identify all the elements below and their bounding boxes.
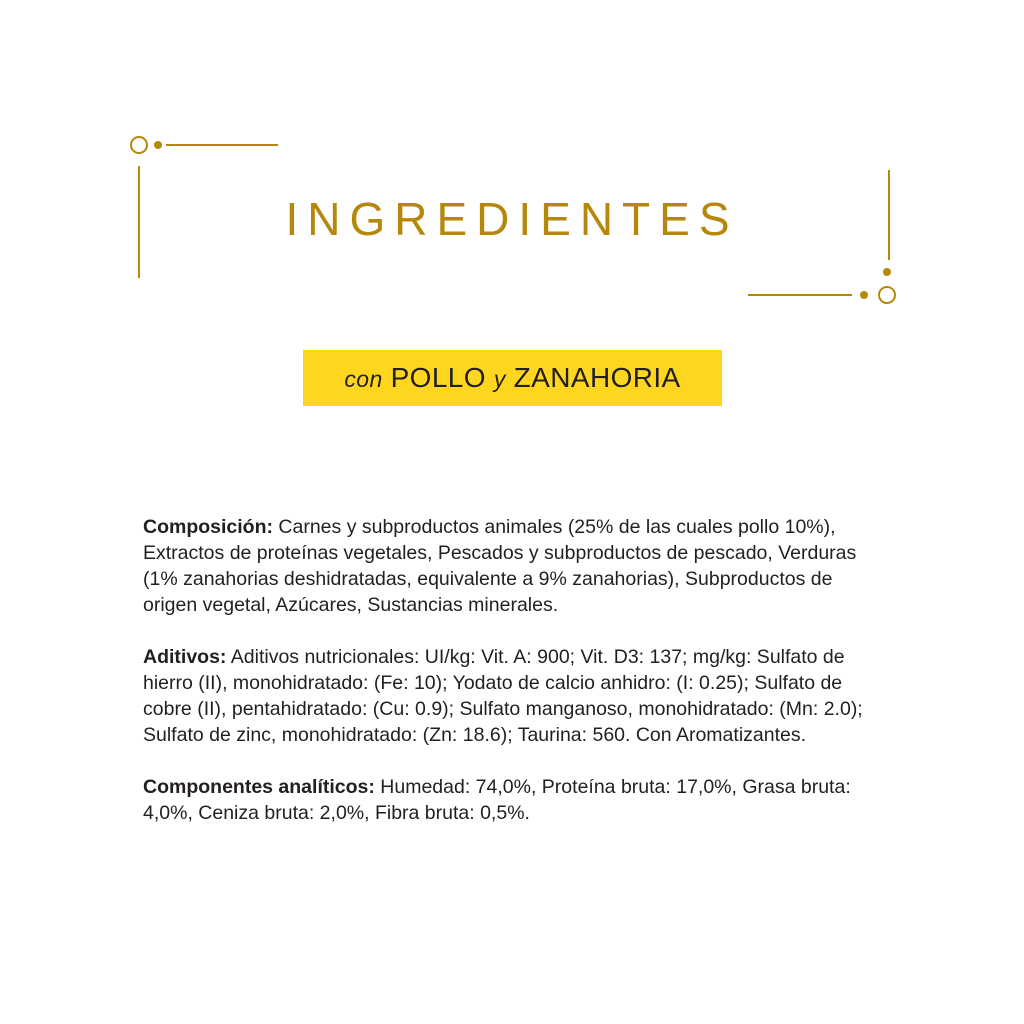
flavour-banner xyxy=(303,350,722,406)
section-composicion-label: Composición: xyxy=(143,516,273,538)
ingredients-copy xyxy=(143,514,883,826)
section-aditivos-text: Aditivos nutricionales: UI/kg: Vit. A: 900; Vit. D3: 137; mg/kg: Sulfato de hierro (II), monohidratado: (Fe: 10); Yodato de calcio anhidro: (I: 0.25); Sulfato de cobre (II), pentahidratado: (Cu: 0.9); Sulfato manganoso, monohidratado: (Mn: 2.0); Sulfato de zinc, monohidratado: (Zn: 18.6); Taurina: 560. Con Aromatizantes. xyxy=(143,646,863,746)
ornament-horizontal-line xyxy=(748,294,852,296)
flavour-conjunction: y xyxy=(493,366,506,392)
section-componentes-analiticos xyxy=(143,774,883,826)
section-composicion xyxy=(143,514,883,618)
flavour-main-second: ZANAHORIA xyxy=(513,362,681,393)
ornament-dot-icon xyxy=(860,291,868,299)
flavour-banner-text xyxy=(344,362,680,394)
ornament-horizontal-line xyxy=(166,144,278,146)
section-componentes-analiticos-text: Humedad: 74,0%, Proteína bruta: 17,0%, Grasa bruta: 4,0%, Ceniza bruta: 2,0%, Fibra bruta: 0,5%. xyxy=(143,776,851,824)
section-aditivos-label: Aditivos: xyxy=(143,646,227,668)
ornament-open-circle-icon xyxy=(130,136,148,154)
section-aditivos xyxy=(143,644,883,748)
flavour-main-first: POLLO xyxy=(390,362,486,393)
page-title: INGREDIENTES xyxy=(285,193,739,245)
ornament-open-circle-icon xyxy=(878,286,896,304)
flavour-prefix: con xyxy=(344,366,383,392)
ornament-dot-icon xyxy=(154,141,162,149)
section-composicion-text: Carnes y subproductos animales (25% de las cuales pollo 10%), Extractos de proteínas vegetales, Pescados y subproductos de pescado, Verduras (1% zanahorias deshidratadas, equivalente a 9% zanahorias), Subproductos de origen vegetal, Azúcares, Sustancias minerales. xyxy=(143,516,857,616)
ornament-dot-icon xyxy=(883,268,891,276)
section-componentes-analiticos-label: Componentes analíticos: xyxy=(143,776,375,798)
